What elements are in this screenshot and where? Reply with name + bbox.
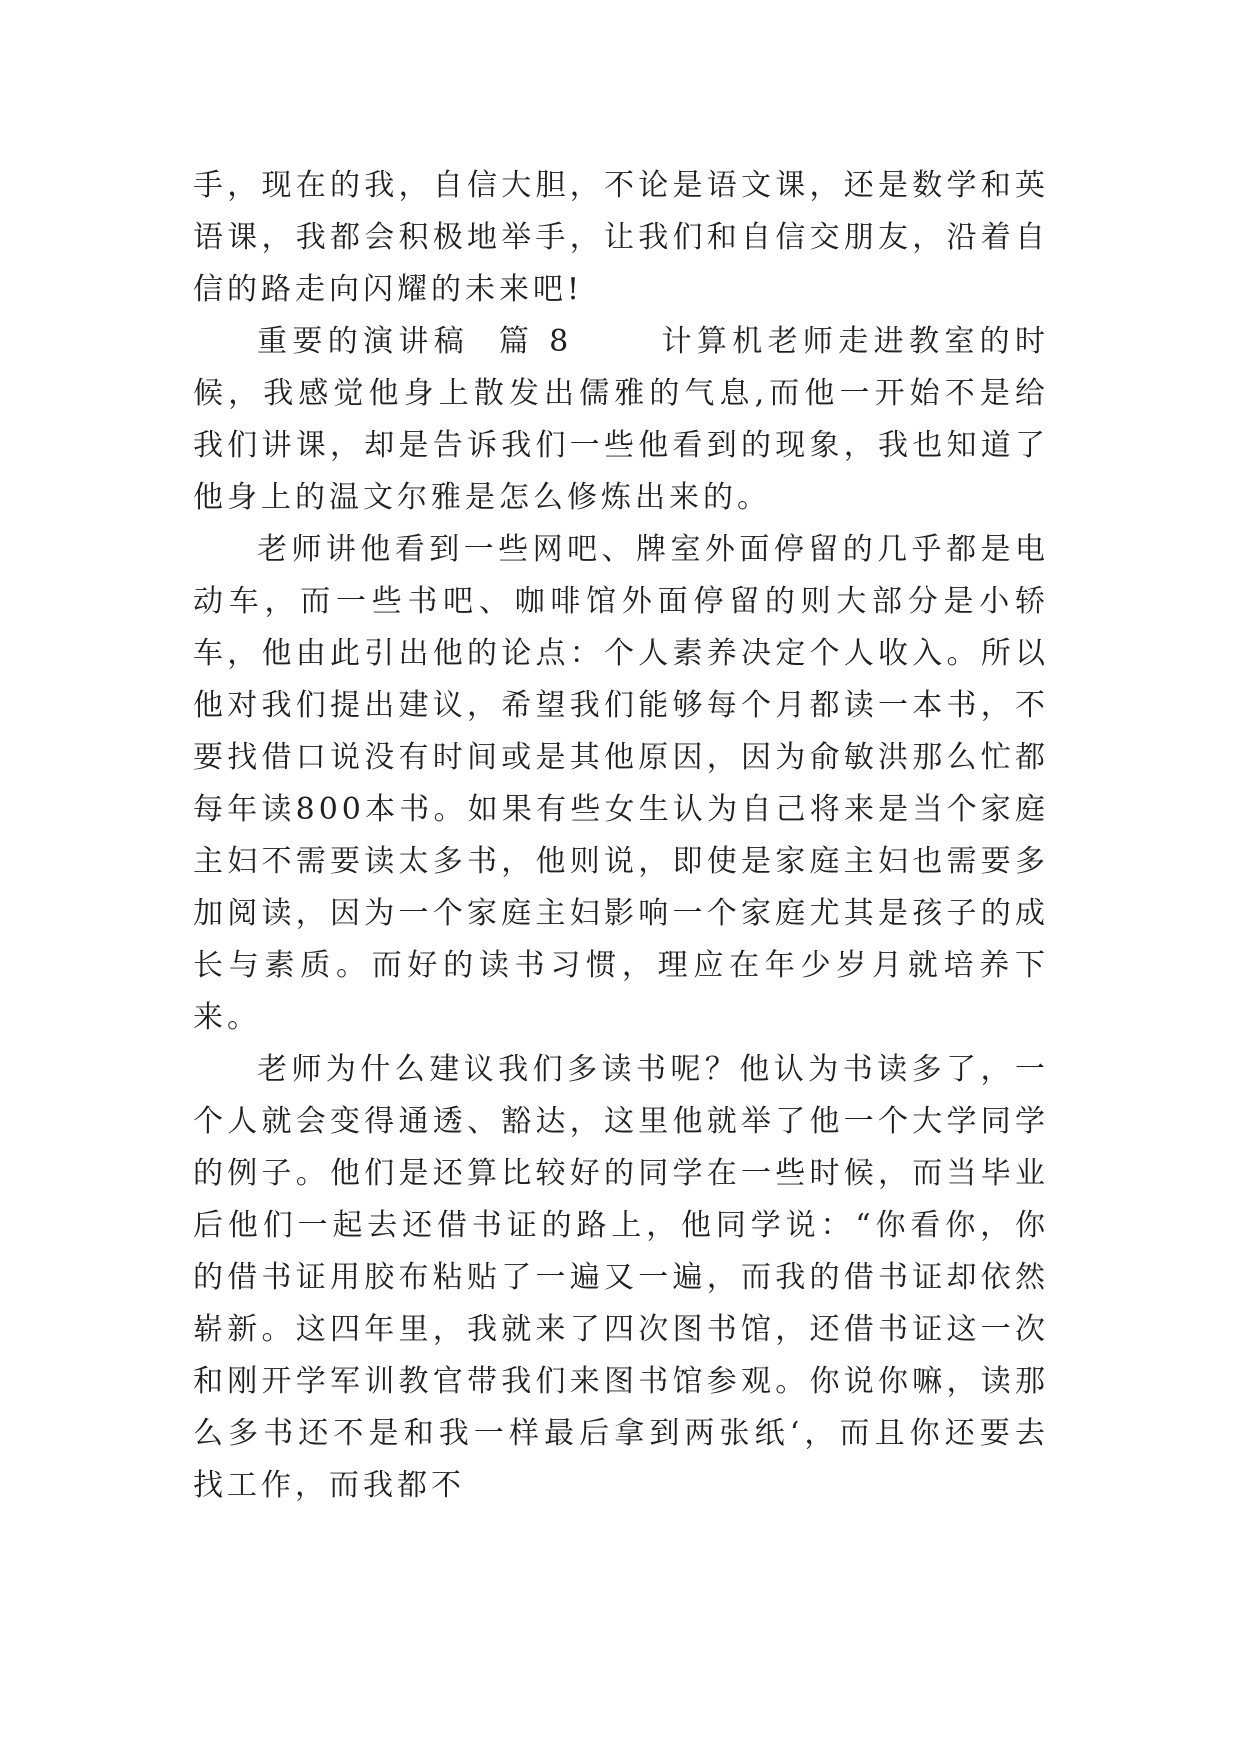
paragraph-continuation: 手，现在的我，自信大胆，不论是语文课，还是数学和英语课，我都会积极地举手，让我们和自信交朋友，沿着自信的路走向闪耀的未来吧! [193,168,1049,307]
speech-number: 篇 8 [498,324,573,359]
paragraph-classmate-story: 老师为什么建议我们多读书呢？他认为书读多了，一个人就会变得通透、豁达，这里他就举了他一个大学同学的例子。他们是还算比较好的同学在一些时候，而当毕业后他们一起去还借书证的路上，他同学说：“你看你，你的借书证用胶布粘贴了一遍又一遍，而我的借书证却依然崭新。这四年里，我就来了四次图书馆，还借书证这一次和刚开学军训教官带我们来图书馆参观。你说你嘛，读那么多书还不是和我一样最后拿到两张纸‘，而且你还要去找工作，而我都不 [193,1052,1049,1503]
speech-title: 重要的演讲稿 [257,324,470,359]
paragraph-reading-advice: 老师讲他看到一些网吧、牌室外面停留的几乎都是电动车，而一些书吧、咖啡馆外面停留的则大部分是小轿车，他由此引出他的论点：个人素养决定个人收入。所以他对我们提出建议，希望我们能够每个月都读一本书，不要找借口说没有时间或是其他原因，因为俞敏洪那么忙都每年读800本书。如果有些女生认为自己将来是当个家庭主妇不需要读太多书，他则说，即使是家庭主妇也需要多加阅读，因为一个家庭主妇影响一个家庭尤其是孩子的成长与素质。而好的读书习惯，理应在年少岁月就培养下来。 [193,532,1049,1035]
paragraph-speech-8 [193,316,1049,524]
speech-opening-text: 计算机老师走进教室的时候，我感觉他身上散发出儒雅的气息,而他一开始不是给我们讲课，却是告诉我们一些他看到的现象，我也知道了他身上的温文尔雅是怎么修炼出来的。 [193,324,1050,515]
document-body [193,160,1049,1512]
